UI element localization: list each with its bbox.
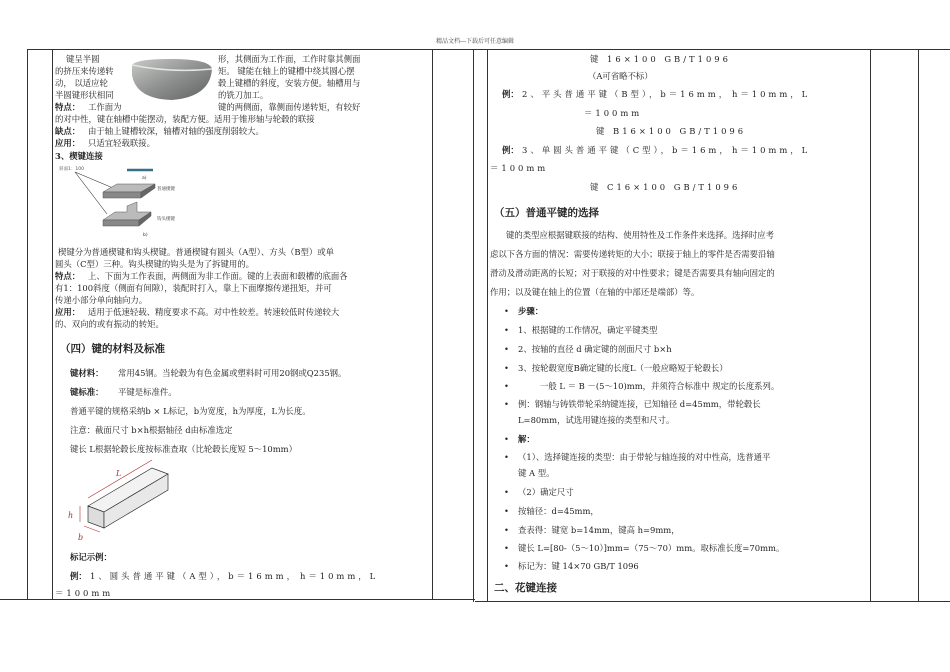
standard-label: 键标准：: [70, 387, 104, 397]
text-line: 适用于低速轻载、精度要求不高。对中性较差。转速较低时传递较大: [88, 307, 340, 317]
text-line: 键 B16×100 GB/T1096: [596, 126, 747, 136]
text-line: L=80mm，试选用键连接的类型和尺寸。: [518, 415, 675, 425]
bullet-text: 1、根据键的工作情况，确定平键类型: [518, 325, 658, 335]
text-line: 键 16×100 GB/T1096: [590, 54, 731, 64]
figure-label: 钩头楔键: [157, 217, 175, 222]
bullet-icon: •: [504, 434, 509, 444]
section-heading: 3、楔键连接: [55, 151, 103, 161]
page-header: 精品文档---下载后可任意编辑: [435, 38, 515, 45]
text-line: 键呈半圆: [66, 54, 100, 64]
text-line: 1、圆头普通平键（A型），b＝16mm，: [90, 571, 298, 581]
text-line: 半圆键形状相同: [55, 90, 114, 100]
text-line: ＝100mm: [490, 163, 549, 173]
bullet-icon: •: [504, 452, 509, 462]
bullet-icon: •: [504, 363, 509, 373]
feature-label: 特点：: [55, 102, 81, 112]
text-line: 动， 以适应轮: [55, 78, 108, 88]
bullet-text: 步骤：: [518, 306, 544, 316]
text-line: 的对中性，键在轴槽中能摆动，装配方便。适用于锥形轴与轮毂的联接: [55, 114, 315, 124]
column-divider: [27, 49, 28, 600]
example-heading: 标记示例：: [70, 552, 112, 562]
section-heading: （五）普通平键的选择: [494, 207, 599, 219]
text-line: 2、平头普通平键（B型），b＝16mm，: [522, 89, 731, 99]
text-line: 平键是标准件。: [118, 387, 177, 397]
text-line: （A可省略不标）: [588, 71, 653, 81]
text-line: 的铣刀加工。: [218, 90, 269, 100]
bullet-icon: •: [504, 381, 509, 391]
text-line: 3、单圆头普通平键（C型），b＝16m，: [522, 145, 731, 155]
bullet-text: 按轴径：d=45mm，: [518, 506, 599, 516]
text-line: ＝100mm: [55, 588, 114, 598]
bullet-text: （2）确定尺寸: [518, 487, 574, 497]
wedge-key-figure: [55, 162, 225, 240]
column-divider: [432, 49, 433, 600]
left-table-bottom-border: [0, 599, 475, 600]
dimension-label: h: [68, 511, 74, 520]
bullet-icon: •: [504, 487, 509, 497]
text-line: h＝10mm，L: [732, 89, 811, 99]
text-line: 普通平键的规格采纳b × L标记，b为宽度，h为厚度，L为长度。: [70, 406, 311, 416]
bullet-icon: •: [504, 399, 509, 409]
dimension-label: L: [116, 469, 122, 478]
text-line: 的、双向的或有振动的转矩。: [55, 319, 164, 329]
text-line: 作用；以及键在轴上的位置（在轴的中部还是端部）等。: [490, 287, 700, 297]
material-label: 键材料：: [70, 368, 104, 378]
flat-key-figure: [60, 458, 190, 542]
application-label: 应用：: [55, 138, 81, 148]
text-line: 毂上键槽的斜度，安装方便。轴槽用与: [218, 78, 361, 88]
text-line: 键的两侧面，靠侧面传递转矩，有较好: [218, 102, 361, 112]
text-line: h＝10mm，L: [732, 145, 811, 155]
text-line: 形，其侧面为工作面，工作时靠其侧面: [218, 54, 361, 64]
column-divider: [473, 49, 474, 602]
text-line: 滑动及滑动距离的长短；对于联接的对中性要求；键是否需要具有轴向固定的: [490, 268, 775, 278]
bullet-text: 一般 L ＝ B －(5～10)mm，并须符合标准中 规定的长度系列。: [540, 381, 780, 391]
section-heading: 二、花键连接: [494, 582, 557, 594]
right-table-bottom-border: [475, 601, 950, 602]
bullet-icon: •: [504, 344, 509, 354]
text-line: 传递小部分单向轴向力。: [55, 295, 148, 305]
bullet-text: 例：钢轴与铸铁带轮采纳键连接，已知轴径 d=45mm，带轮毂长: [518, 399, 761, 409]
text-line: h＝10mm，L: [300, 571, 379, 581]
text-line: 虑以下各方面的情况：需要传递转矩的大小；联接于轴上的零件是否需要沿轴: [490, 249, 775, 259]
text-line: 注意：截面尺寸 b×h根据轴径 d由标准选定: [70, 425, 233, 435]
bullet-icon: •: [504, 506, 509, 516]
column-divider: [918, 49, 919, 602]
text-line: 楔键分为普通楔键和钩头楔键。普通楔键有圆头（A型）、方头（B型）或单: [58, 247, 335, 257]
text-line: 矩。 键能在轴上的键槽中绕其圆心摆: [218, 66, 355, 76]
bullet-text: 标记为：键 14×70 GB/T 1096: [518, 561, 639, 571]
text-line: 键的类型应根据键联接的结构、使用特性及工作条件来选择。选择时应考: [506, 230, 774, 240]
text-line: 键长 L根据轮毂长度按标准查取（比轮毂长度短 5～10mm）: [70, 444, 298, 454]
bullet-text: 解：: [518, 434, 535, 444]
bullet-icon: •: [504, 543, 509, 553]
column-divider: [52, 49, 53, 600]
dimension-label: b: [78, 533, 84, 542]
application-label: 应用：: [55, 307, 81, 317]
example-label: 例：: [502, 89, 519, 99]
bullet-text: 键长 L=[80-（5～10）]mm=（75～70）mm。取标准长度=70mm。: [518, 543, 785, 553]
bullet-text: 2、按轴的直径 d 确定键的剖面尺寸 b×h: [518, 344, 672, 354]
figure-label: b): [143, 233, 148, 238]
table-top-border: [27, 49, 950, 50]
text-line: 只适宜轻载联接。: [88, 138, 155, 148]
figure-label: 普通楔键: [157, 187, 175, 192]
text-line: 的挤压来传递转: [55, 66, 114, 76]
text-line: 键 A 型。: [518, 468, 555, 478]
drawback-label: 缺点：: [55, 126, 81, 136]
text-line: 工作面为: [88, 102, 122, 112]
text-line: 由于轴上键槽较深，轴槽对轴的强度削弱较大。: [88, 126, 264, 136]
example-label: 例：: [502, 145, 519, 155]
bullet-icon: •: [504, 325, 509, 335]
bullet-text: 3、按轮毂宽度B确定键的长度L（一般应略短于轮毂长）: [518, 363, 728, 373]
bullet-text: （1）、选择键连接的类型：由于带轮与轴连接的对中性高，选普通平: [518, 452, 771, 462]
column-divider: [487, 49, 488, 602]
section-heading: （四）键的材料及标准: [60, 343, 165, 355]
bullet-text: 查表得：键宽 b=14mm，键高 h=9mm，: [518, 525, 680, 535]
feature-label: 特点：: [55, 271, 81, 281]
text-line: 常用45钢。当轮毂为有色金属或塑料时可用20钢或Q235钢。: [118, 368, 347, 378]
text-line: 上、下面为工作表面，两侧面为非工作面。键的上表面和毂槽的底面各: [88, 271, 348, 281]
text-line: 有1：100斜度（侧面有间隙），装配时打入，靠上下面摩擦传递扭矩，并可: [55, 283, 332, 293]
woodruff-key-image: [130, 55, 214, 103]
text-line: 圆头（C型）三种。钩头楔键的钩头是为了拆键用的。: [55, 259, 255, 269]
bullet-icon: •: [504, 525, 509, 535]
column-divider: [870, 49, 871, 602]
figure-label: 斜面1：100: [59, 167, 84, 172]
bullet-icon: •: [504, 561, 509, 571]
text-line: ＝100mm: [584, 108, 643, 118]
example-label: 例：: [70, 571, 87, 581]
bullet-icon: •: [504, 306, 509, 316]
text-line: 键 C16×100 GB/T1096: [590, 182, 741, 192]
figure-label: a): [142, 176, 147, 181]
